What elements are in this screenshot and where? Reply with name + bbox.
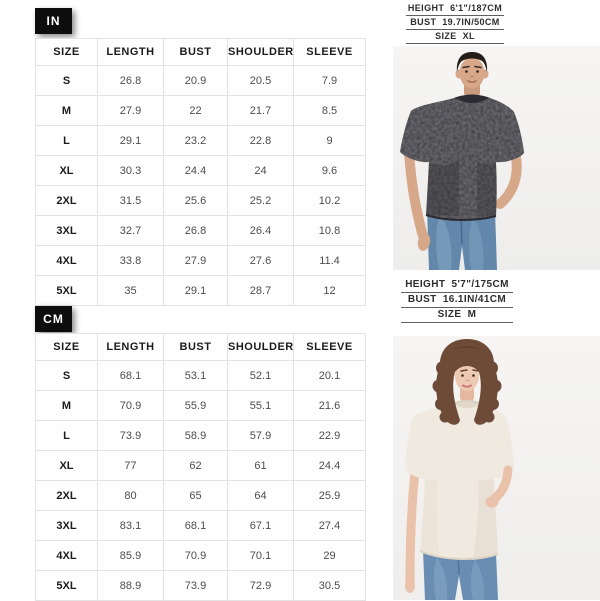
value-cell: 70.1 <box>228 541 294 571</box>
value-cell: 55.1 <box>228 391 294 421</box>
value-cell: 25.2 <box>228 186 294 216</box>
size-cell: M <box>36 96 98 126</box>
table-row <box>36 451 366 481</box>
value-cell: 52.1 <box>228 361 294 391</box>
value-cell: 26.8 <box>164 216 228 246</box>
male-bust-label: BUST 19.7IN/50CM <box>406 16 504 30</box>
value-cell: 11.4 <box>294 246 366 276</box>
female-model-illustration <box>393 336 600 600</box>
value-cell: 28.7 <box>228 276 294 306</box>
table-row <box>36 391 366 421</box>
size-cell: 5XL <box>36 276 98 306</box>
value-cell: 55.9 <box>164 391 228 421</box>
value-cell: 30.3 <box>98 156 164 186</box>
value-cell: 29 <box>294 541 366 571</box>
value-cell: 26.4 <box>228 216 294 246</box>
female-size-label: SIZE M <box>401 308 513 323</box>
value-cell: 27.9 <box>98 96 164 126</box>
value-cell: 20.1 <box>294 361 366 391</box>
value-cell: 53.1 <box>164 361 228 391</box>
column-header: LENGTH <box>98 334 164 361</box>
table-row <box>36 571 366 601</box>
table-row <box>36 96 366 126</box>
value-cell: 27.6 <box>228 246 294 276</box>
female-height-label: HEIGHT 5'7"/175CM <box>401 278 513 293</box>
value-cell: 24.4 <box>294 451 366 481</box>
table-header-row <box>36 334 366 361</box>
table-row <box>36 156 366 186</box>
value-cell: 10.8 <box>294 216 366 246</box>
value-cell: 32.7 <box>98 216 164 246</box>
table-row <box>36 66 366 96</box>
table-row <box>36 246 366 276</box>
size-cell: 4XL <box>36 541 98 571</box>
value-cell: 22.8 <box>228 126 294 156</box>
value-cell: 83.1 <box>98 511 164 541</box>
table-row <box>36 216 366 246</box>
value-cell: 12 <box>294 276 366 306</box>
size-cell: L <box>36 126 98 156</box>
value-cell: 77 <box>98 451 164 481</box>
table-row <box>36 541 366 571</box>
table-row <box>36 361 366 391</box>
value-cell: 8.5 <box>294 96 366 126</box>
value-cell: 68.1 <box>164 511 228 541</box>
value-cell: 27.9 <box>164 246 228 276</box>
value-cell: 70.9 <box>164 541 228 571</box>
value-cell: 58.9 <box>164 421 228 451</box>
value-cell: 67.1 <box>228 511 294 541</box>
table-row <box>36 276 366 306</box>
female-model-specs <box>401 278 513 323</box>
value-cell: 7.9 <box>294 66 366 96</box>
size-cell: XL <box>36 451 98 481</box>
value-cell: 29.1 <box>98 126 164 156</box>
value-cell: 88.9 <box>98 571 164 601</box>
size-cell: 2XL <box>36 186 98 216</box>
column-header: SHOULDER <box>228 39 294 66</box>
value-cell: 80 <box>98 481 164 511</box>
value-cell: 21.7 <box>228 96 294 126</box>
value-cell: 73.9 <box>98 421 164 451</box>
column-header: SLEEVE <box>294 39 366 66</box>
value-cell: 27.4 <box>294 511 366 541</box>
column-header: SLEEVE <box>294 334 366 361</box>
value-cell: 30.5 <box>294 571 366 601</box>
female-model-photo <box>393 336 600 600</box>
value-cell: 65 <box>164 481 228 511</box>
value-cell: 20.5 <box>228 66 294 96</box>
table-row <box>36 511 366 541</box>
column-header: SIZE <box>36 39 98 66</box>
value-cell: 57.9 <box>228 421 294 451</box>
value-cell: 9 <box>294 126 366 156</box>
table-header-row <box>36 39 366 66</box>
size-cell: S <box>36 361 98 391</box>
male-height-label: HEIGHT 6'1"/187CM <box>406 2 504 16</box>
value-cell: 21.6 <box>294 391 366 421</box>
table-row <box>36 421 366 451</box>
value-cell: 23.2 <box>164 126 228 156</box>
value-cell: 25.6 <box>164 186 228 216</box>
unit-badge-in: IN <box>35 8 72 34</box>
column-header: SIZE <box>36 334 98 361</box>
value-cell: 33.8 <box>98 246 164 276</box>
value-cell: 73.9 <box>164 571 228 601</box>
value-cell: 68.1 <box>98 361 164 391</box>
value-cell: 26.8 <box>98 66 164 96</box>
value-cell: 31.5 <box>98 186 164 216</box>
male-model-illustration <box>393 46 600 270</box>
value-cell: 22 <box>164 96 228 126</box>
male-model-photo <box>393 46 600 270</box>
table-row <box>36 481 366 511</box>
size-cell: 3XL <box>36 216 98 246</box>
value-cell: 72.9 <box>228 571 294 601</box>
size-cell: 3XL <box>36 511 98 541</box>
size-cell: 5XL <box>36 571 98 601</box>
value-cell: 29.1 <box>164 276 228 306</box>
size-cell: S <box>36 66 98 96</box>
value-cell: 24 <box>228 156 294 186</box>
value-cell: 64 <box>228 481 294 511</box>
column-header: BUST <box>164 39 228 66</box>
value-cell: 61 <box>228 451 294 481</box>
value-cell: 22.9 <box>294 421 366 451</box>
value-cell: 10.2 <box>294 186 366 216</box>
value-cell: 35 <box>98 276 164 306</box>
table-row <box>36 126 366 156</box>
size-cell: 2XL <box>36 481 98 511</box>
size-table-inches <box>35 38 366 306</box>
column-header: BUST <box>164 334 228 361</box>
value-cell: 20.9 <box>164 66 228 96</box>
table-row <box>36 186 366 216</box>
column-header: SHOULDER <box>228 334 294 361</box>
value-cell: 9.6 <box>294 156 366 186</box>
male-model-specs <box>406 2 504 44</box>
size-cell: 4XL <box>36 246 98 276</box>
size-cell: XL <box>36 156 98 186</box>
value-cell: 24.4 <box>164 156 228 186</box>
column-header: LENGTH <box>98 39 164 66</box>
size-table-centimeters <box>35 333 366 601</box>
size-cell: L <box>36 421 98 451</box>
value-cell: 62 <box>164 451 228 481</box>
value-cell: 25.9 <box>294 481 366 511</box>
value-cell: 70.9 <box>98 391 164 421</box>
unit-badge-cm: CM <box>35 306 72 332</box>
value-cell: 85.9 <box>98 541 164 571</box>
size-cell: M <box>36 391 98 421</box>
male-size-label: SIZE XL <box>406 30 504 44</box>
female-bust-label: BUST 16.1IN/41CM <box>401 293 513 308</box>
